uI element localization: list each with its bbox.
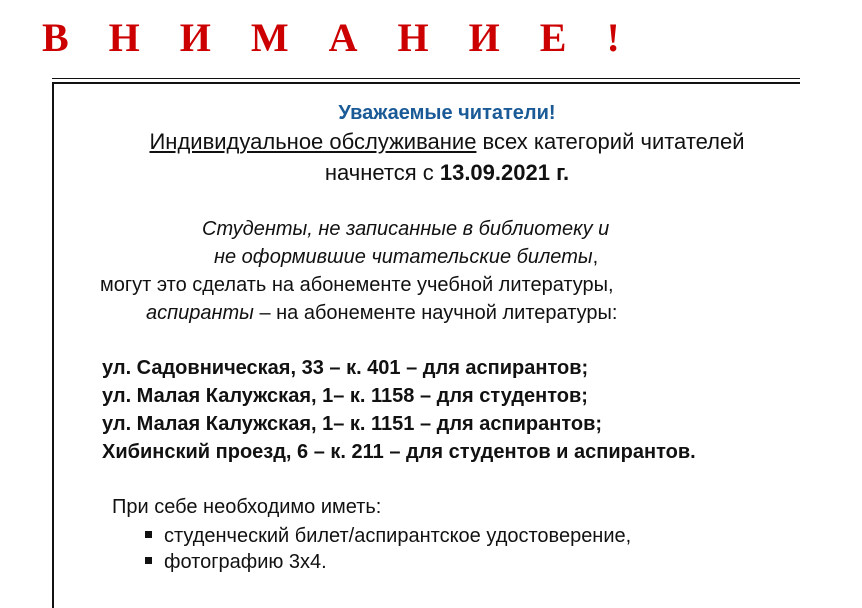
requirement-text: фотографию 3х4. <box>164 551 327 573</box>
frame-top-rule <box>52 82 800 84</box>
students-line-2 <box>214 242 598 272</box>
notice-line-1 <box>52 127 842 157</box>
notice-line-2 <box>52 158 842 188</box>
address-line: Хибинский проезд, 6 – к. 211 – для студентов и аспирантов. <box>102 441 696 463</box>
notice-line-2-prefix: начнется с <box>324 160 440 185</box>
students-line-2-italic: не оформившие читательские билеты <box>214 246 593 268</box>
requirement-text: студенческий билет/аспирантское удостоверение, <box>164 525 632 547</box>
postgraduates-word: аспиранты <box>146 302 254 324</box>
address-line: ул. Малая Калужская, 1– к. 1158 – для студентов; <box>102 385 588 407</box>
greeting: Уважаемые читатели! <box>338 102 556 124</box>
address-line: ул. Садовническая, 33 – к. 401 – для аспирантов; <box>102 357 589 379</box>
students-line-4-rest: – на абонементе научной литературы: <box>253 302 618 324</box>
students-line-3: могут это сделать на абонементе учебной литературы, <box>100 274 614 296</box>
frame-top-thin-rule <box>52 78 800 79</box>
square-bullet-icon <box>145 531 152 538</box>
requirement-item <box>145 548 327 576</box>
students-line-1: Студенты, не записанные в библиотеку и <box>202 218 610 240</box>
students-line-4 <box>146 298 617 328</box>
requirements-intro: При себе необходимо иметь: <box>112 496 382 518</box>
attention-heading: В Н И М А Н И Е ! <box>42 15 635 60</box>
square-bullet-icon <box>145 557 152 564</box>
notice-line-1-rest: всех категорий читателей <box>476 129 745 154</box>
requirement-item <box>145 522 631 550</box>
students-line-2-comma: , <box>592 246 599 268</box>
start-date: 13.09.2021 г. <box>439 160 570 185</box>
notice-underlined-phrase: Индивидуальное обслуживание <box>149 129 477 154</box>
address-line: ул. Малая Калужская, 1– к. 1151 – для аспирантов; <box>102 413 603 435</box>
